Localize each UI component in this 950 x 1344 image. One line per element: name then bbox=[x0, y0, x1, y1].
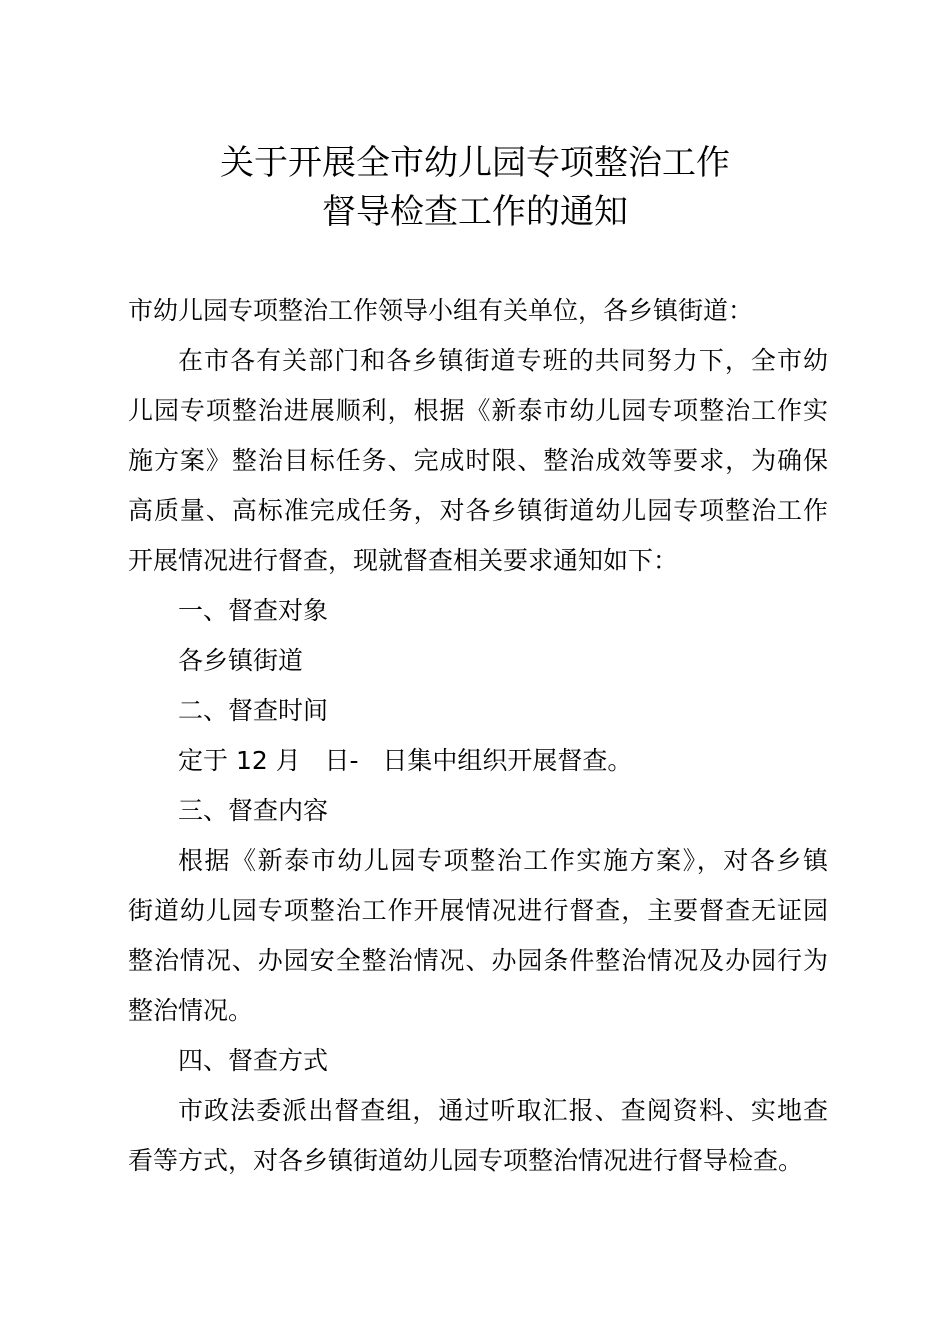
salutation: 市幼儿园专项整治工作领导小组有关单位，各乡镇街道： bbox=[128, 296, 754, 325]
section-3-line-1: 根据《新泰市幼儿园专项整治工作实施方案》，对各乡镇 bbox=[178, 846, 828, 875]
section-1-content: 各乡镇街道 bbox=[178, 646, 304, 675]
document-title-line-2: 督导检查工作的通知 bbox=[322, 192, 628, 232]
section-4-line-2: 看等方式，对各乡镇街道幼儿园专项整治情况进行督导检查。 bbox=[128, 1146, 804, 1175]
section-2-content: 定于 12 月 日- 日集中组织开展督查。 bbox=[178, 746, 633, 775]
document-body bbox=[128, 286, 828, 1186]
intro-line-3: 施方案》整治目标任务、完成时限、整治成效等要求，为确保 bbox=[128, 446, 828, 475]
intro-line-2: 儿园专项整治进展顺利，根据《新泰市幼儿园专项整治工作实 bbox=[128, 396, 828, 425]
intro-line-5: 开展情况进行督查，现就督查相关要求通知如下： bbox=[128, 546, 679, 575]
section-2-heading: 二、督查时间 bbox=[178, 696, 329, 725]
section-4-heading: 四、督查方式 bbox=[178, 1046, 329, 1075]
section-3-heading: 三、督查内容 bbox=[178, 796, 329, 825]
intro-line-4: 高质量、高标准完成任务，对各乡镇街道幼儿园专项整治工作 bbox=[128, 496, 828, 525]
section-3-line-4: 整治情况。 bbox=[128, 996, 254, 1025]
section-1-heading: 一、督查对象 bbox=[178, 596, 329, 625]
section-3-line-2: 街道幼儿园专项整治工作开展情况进行督查，主要督查无证园 bbox=[128, 896, 828, 925]
document-title-line-1: 关于开展全市幼儿园专项整治工作 bbox=[220, 143, 730, 183]
section-4-line-1: 市政法委派出督查组，通过听取汇报、查阅资料、实地查 bbox=[178, 1096, 828, 1125]
section-3-line-3: 整治情况、办园安全整治情况、办园条件整治情况及办园行为 bbox=[128, 946, 828, 975]
intro-line-1: 在市各有关部门和各乡镇街道专班的共同努力下，全市幼 bbox=[178, 346, 828, 375]
